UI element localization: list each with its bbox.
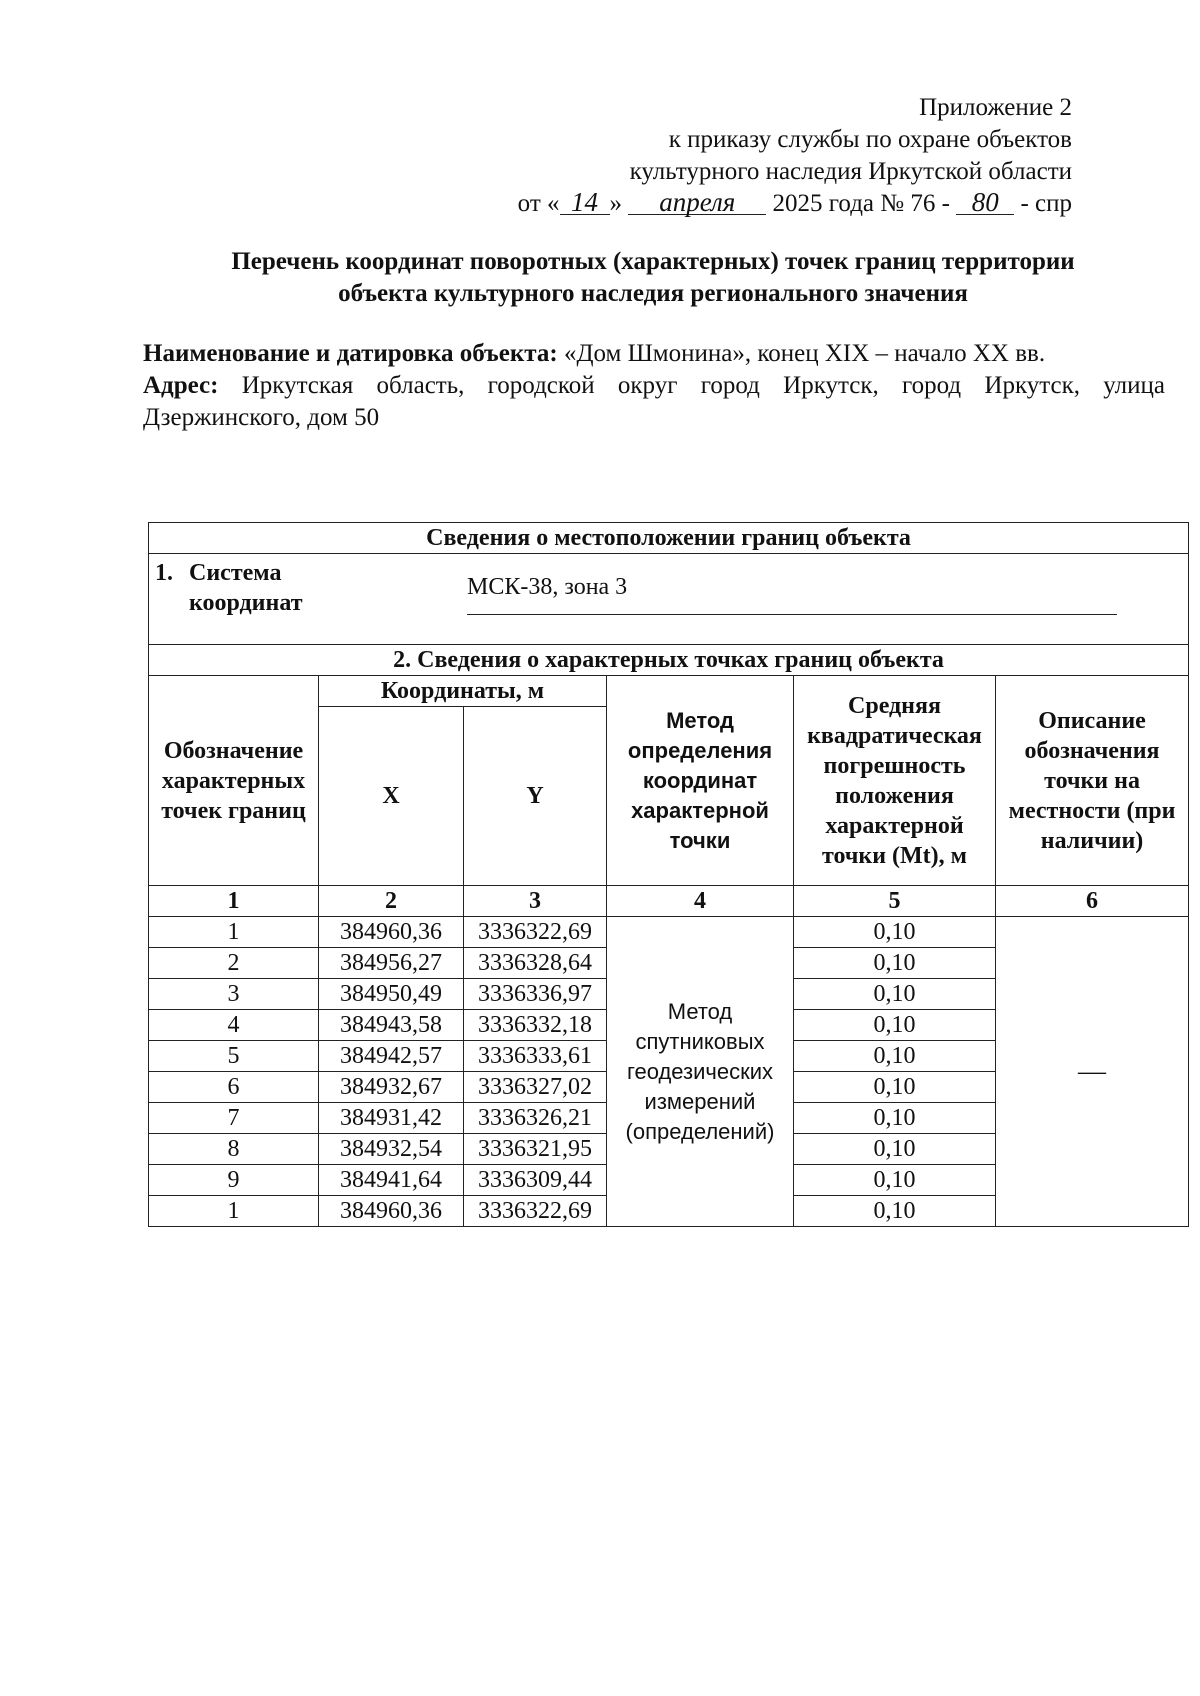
col-number: 2: [319, 886, 464, 917]
y-coordinate-cell: 3336327,02: [464, 1072, 607, 1103]
system-number: 1.: [155, 560, 173, 586]
handwritten-day: 14: [560, 190, 610, 215]
system-underline: [467, 614, 1117, 615]
col-number: 6: [996, 886, 1189, 917]
mt-error-cell: 0,10: [794, 1165, 996, 1196]
title-line-1: Перечень координат поворотных (характерных) точек границ территории: [231, 248, 1075, 275]
y-coordinate-cell: 3336332,18: [464, 1010, 607, 1041]
date-prefix: от «: [517, 190, 560, 217]
order-suffix: - спр: [1020, 190, 1072, 217]
x-coordinate-cell: 384942,57: [319, 1041, 464, 1072]
point-id-cell: 8: [149, 1134, 319, 1165]
table-row: [149, 917, 1189, 948]
point-id-cell: 9: [149, 1165, 319, 1196]
col-number: 1: [149, 886, 319, 917]
point-id-cell: 2: [149, 948, 319, 979]
appendix-line-2: к приказу службы по охране объектов: [668, 126, 1072, 153]
mt-error-cell: 0,10: [794, 948, 996, 979]
x-coordinate-cell: 384956,27: [319, 948, 464, 979]
x-coordinate-cell: 384941,64: [319, 1165, 464, 1196]
y-coordinate-cell: 3336336,97: [464, 979, 607, 1010]
description-cell: —: [996, 917, 1189, 1227]
date-year: 2025 года № 76 -: [772, 190, 950, 217]
point-id-cell: 6: [149, 1072, 319, 1103]
object-name-line: [143, 338, 1165, 370]
mt-error-cell: 0,10: [794, 1072, 996, 1103]
x-coordinate-cell: 384931,42: [319, 1103, 464, 1134]
point-id-cell: 3: [149, 979, 319, 1010]
x-coordinate-cell: 384932,67: [319, 1072, 464, 1103]
object-address-value: Иркутская область, городской округ город Иркутск, город Иркутск, улица Дзержинского, дом 50: [143, 372, 1166, 431]
col-header-coords: Координаты, м: [319, 676, 607, 707]
mt-error-cell: 0,10: [794, 1134, 996, 1165]
section-2-title: 2. Сведения о характерных точках границ объекта: [149, 645, 1189, 676]
y-coordinate-cell: 3336333,61: [464, 1041, 607, 1072]
mt-error-cell: 0,10: [794, 917, 996, 948]
col-number: 4: [607, 886, 794, 917]
point-id-cell: 1: [149, 917, 319, 948]
col-header-x: X: [319, 707, 464, 886]
x-coordinate-cell: 384932,54: [319, 1134, 464, 1165]
coordinates-table: [148, 522, 1189, 1227]
system-value: МСК-38, зона 3: [467, 574, 628, 600]
col-header-description: Описание обозначения точки на местности (при наличии): [996, 676, 1189, 886]
point-id-cell: 1: [149, 1196, 319, 1227]
date-close: »: [609, 190, 623, 217]
mt-error-cell: 0,10: [794, 1196, 996, 1227]
handwritten-month: апреля: [628, 190, 766, 215]
appendix-header: [518, 92, 1072, 220]
y-coordinate-cell: 3336328,64: [464, 948, 607, 979]
object-address-line: [143, 370, 1165, 434]
y-coordinate-cell: 3336326,21: [464, 1103, 607, 1134]
col-header-point: Обозначение характерных точек границ: [149, 676, 319, 886]
mt-error-cell: 0,10: [794, 1041, 996, 1072]
x-coordinate-cell: 384950,49: [319, 979, 464, 1010]
mt-error-cell: 0,10: [794, 979, 996, 1010]
mt-error-cell: 0,10: [794, 1010, 996, 1041]
object-info: [143, 338, 1165, 434]
point-id-cell: 5: [149, 1041, 319, 1072]
y-coordinate-cell: 3336322,69: [464, 1196, 607, 1227]
col-header-method: Метод определения координат характерной точки: [607, 676, 794, 886]
x-coordinate-cell: 384960,36: [319, 917, 464, 948]
x-coordinate-cell: 384943,58: [319, 1010, 464, 1041]
object-address-label: Адрес:: [143, 372, 219, 399]
system-label: Система координат: [189, 560, 303, 616]
y-coordinate-cell: 3336321,95: [464, 1134, 607, 1165]
object-name-label: Наименование и датировка объекта:: [143, 340, 558, 367]
x-coordinate-cell: 384960,36: [319, 1196, 464, 1227]
appendix-line-1: Приложение 2: [919, 94, 1072, 121]
col-number: 3: [464, 886, 607, 917]
y-coordinate-cell: 3336309,44: [464, 1165, 607, 1196]
document-title: [148, 246, 1158, 310]
section-1-title: Сведения о местоположении границ объекта: [149, 523, 1189, 554]
y-coordinate-cell: 3336322,69: [464, 917, 607, 948]
appendix-line-3: культурного наследия Иркутской области: [629, 158, 1072, 185]
order-date-line: [518, 188, 1072, 220]
object-name-value: «Дом Шмонина», конец XIX – начало XX вв.: [563, 340, 1046, 367]
point-id-cell: 4: [149, 1010, 319, 1041]
handwritten-order-number: 80: [956, 190, 1014, 215]
col-header-y: Y: [464, 707, 607, 886]
coordinate-system-cell: [149, 554, 1189, 645]
mt-error-cell: 0,10: [794, 1103, 996, 1134]
method-cell: Метод спутниковых геодезических измерений (определений): [607, 917, 794, 1227]
title-line-2: объекта культурного наследия регионального значения: [338, 280, 968, 307]
point-id-cell: 7: [149, 1103, 319, 1134]
col-number: 5: [794, 886, 996, 917]
col-header-error: Средняя квадратическая погрешность положения характерной точки (Mt), м: [794, 676, 996, 886]
